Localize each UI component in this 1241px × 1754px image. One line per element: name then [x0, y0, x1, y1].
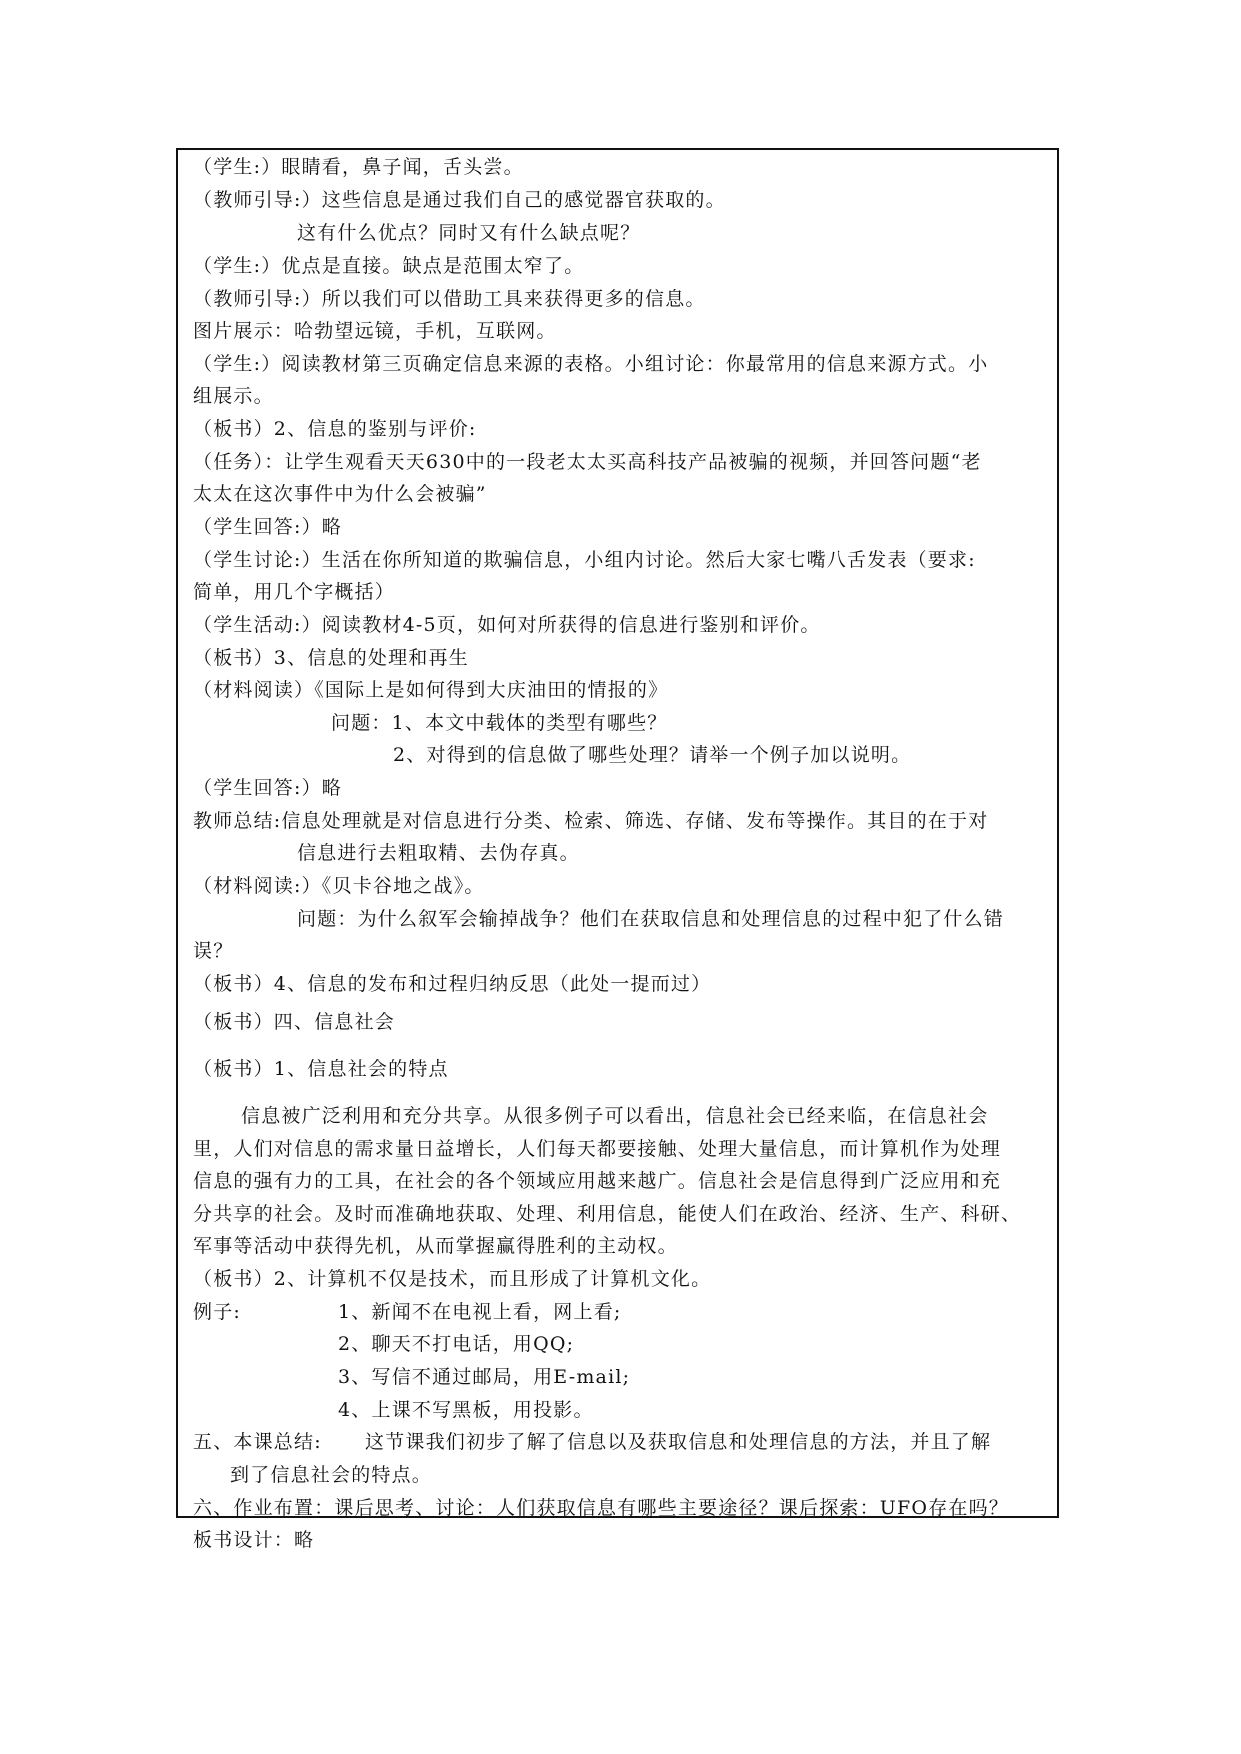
text-line: 军事等活动中获得先机，从而掌握赢得胜利的主动权。	[193, 1235, 678, 1257]
text-line: （教师引导:）所以我们可以借助工具来获得更多的信息。	[193, 288, 706, 310]
text-line: （学生:）眼睛看，鼻子闻，舌头尝。	[193, 156, 524, 178]
text-line: 2、聊天不打电话，用QQ;	[338, 1333, 575, 1355]
text-line: 图片展示：哈勃望远镜，手机，互联网。	[193, 320, 557, 342]
text-line: 六、作业布置：课后思考、讨论：人们获取信息有哪些主要途径？课后探索：UFO存在吗？	[193, 1497, 1009, 1519]
text-line: 误？	[193, 940, 234, 962]
text-line: （板书）四、信息社会	[193, 1011, 396, 1033]
text-line: （学生活动:）阅读教材4-5页，如何对所获得的信息进行鉴别和评价。	[193, 614, 821, 636]
text-line: 组展示。	[193, 385, 274, 407]
text-line: （板书）2、计算机不仅是技术，而且形成了计算机文化。	[193, 1268, 712, 1290]
text-line: 分共享的社会。及时而准确地获取、处理、利用信息，能使人们在政治、经济、生产、科研、	[193, 1203, 1022, 1225]
text-line: 问题：1、本文中载体的类型有哪些？	[331, 712, 668, 734]
text-line: 4、上课不写黑板，用投影。	[338, 1399, 594, 1421]
text-line: 这有什么优点？同时又有什么缺点呢？	[297, 222, 641, 244]
text-line: 3、写信不通过邮局，用E-mail;	[338, 1366, 631, 1388]
text-line: 2、对得到的信息做了哪些处理？请举一个例子加以说明。	[393, 744, 912, 766]
text-line: 信息被广泛利用和充分共享。从很多例子可以看出，信息社会已经来临，在信息社会	[241, 1105, 989, 1127]
text-line: （学生回答:）略	[193, 516, 343, 538]
text-line: （学生回答:）略	[193, 777, 343, 799]
text-line: （学生讨论:）生活在你所知道的欺骗信息，小组内讨论。然后大家七嘴八舌发表（要求:	[193, 549, 976, 571]
text-line: 里，人们对信息的需求量日益增长，人们每天都要接触、处理大量信息，而计算机作为处理	[193, 1138, 1002, 1160]
text-line: （板书）2、信息的鉴别与评价:	[193, 418, 477, 440]
text-line: （学生:）阅读教材第三页确定信息来源的表格。小组讨论：你最常用的信息来源方式。小	[193, 353, 989, 375]
text-line: （板书）1、信息社会的特点	[193, 1058, 449, 1080]
text-line: 太太在这次事件中为什么会被骗”	[193, 483, 487, 505]
text-line: 板书设计：略	[193, 1529, 315, 1551]
text-line: 简单，用几个字概括）	[193, 581, 396, 603]
text-line: 这节课我们初步了解了信息以及获取信息和处理信息的方法，并且了解	[365, 1431, 992, 1453]
text-line: 问题：为什么叙军会输掉战争？他们在获取信息和处理信息的过程中犯了什么错	[297, 908, 1005, 930]
text-line: （板书）3、信息的处理和再生	[193, 647, 469, 669]
text-line: （任务）：让学生观看天天630中的一段老太太买高科技产品被骗的视频，并回答问题“老	[193, 451, 982, 473]
text-line: 例子:	[193, 1301, 242, 1323]
text-line: （材料阅读:）《贝卡谷地之战》。	[193, 875, 485, 897]
text-line: 信息进行去粗取精、去伪存真。	[297, 842, 580, 864]
text-line: （材料阅读）《国际上是如何得到大庆油田的情报的》	[193, 679, 669, 701]
text-line: （教师引导:）这些信息是通过我们自己的感觉器官获取的。	[193, 189, 726, 211]
text-line: 1、新闻不在电视上看，网上看;	[338, 1301, 622, 1323]
text-line: 五、本课总结:	[193, 1431, 322, 1453]
text-line: （学生:）优点是直接。缺点是范围太窄了。	[193, 255, 585, 277]
text-line: 信息的强有力的工具，在社会的各个领域应用越来越广。信息社会是信息得到广泛应用和充	[193, 1170, 1002, 1192]
text-line: 教师总结:信息处理就是对信息进行分类、检索、筛选、存储、发布等操作。其目的在于对	[193, 810, 989, 832]
text-line: 到了信息社会的特点。	[230, 1464, 433, 1486]
text-line: （板书）4、信息的发布和过程归纳反思（此处一提而过）	[193, 973, 712, 995]
